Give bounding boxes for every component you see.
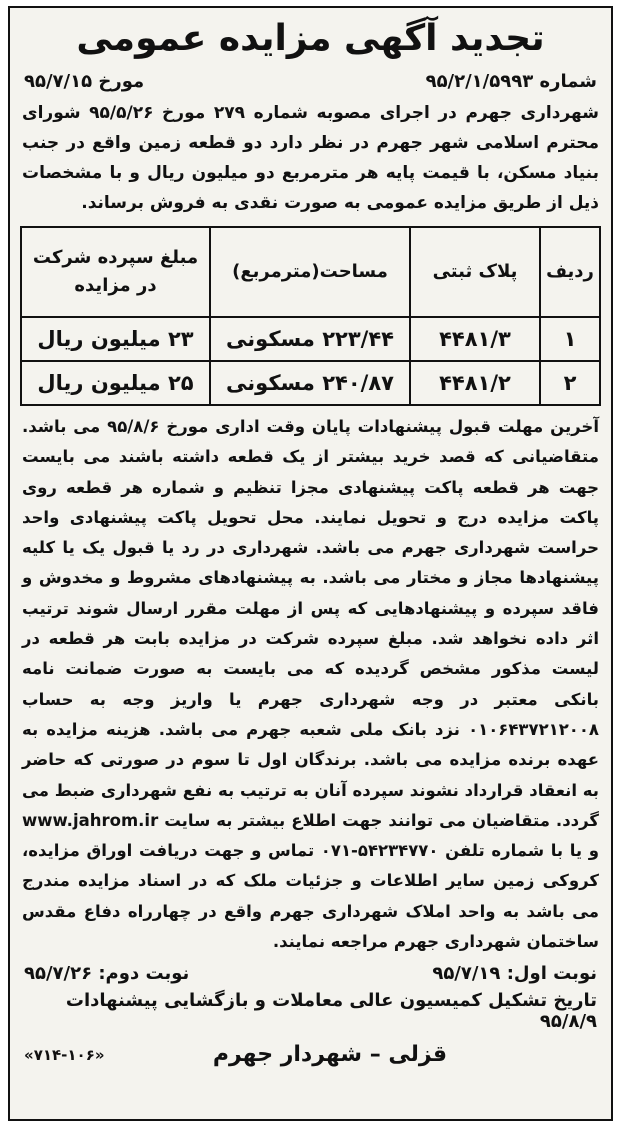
conditions-paragraph [22,412,599,957]
land-table [20,226,601,406]
header-plak: پلاک ثبتی [410,227,540,317]
cell-deposit: ۲۵ میلیون ریال [21,361,210,405]
second-turn: نوبت دوم: ۹۵/۷/۲۶ [24,963,190,985]
notice-number: شماره ۹۵/۲/۱/۵۹۹۳ [425,71,597,92]
conditions-text: آخرین مهلت قبول پیشنهادات پایان وقت اداری مورخ ۹۵/۸/۶ می باشد. متقاضیانی که قصد خرید بیشتر از یک قطعه داشته باشند می بایست جهت هر قطعه پاکت پیشنهادی مجزا تنظیم و شماره هر قطعه روی پاکت مزایده درج و تحویل نمایند. محل تحویل پاکت پیشنهادی واحد حراست شهرداری جهرم می باشد. شهرداری در رد یا قبول یک یا کلیه پیشنهادها مجاز و مختار می باشد. به پیشنهادهای مشروط و مخدوش و فاقد سپرده و پیشنهادهایی که پس از مهلت مقرر ارسال شوند ترتیب اثر داده نخواهد شد. مبلغ سپرده شرکت در مزایده بابت هر قطعه در لیست مذکور مشخص گردیده که می بایست به صورت ضمانت نامه بانکی معتبر در وجه شهرداری جهرم یا واریز وجه به حساب ۰۱۰۶۴۳۷۲۱۲۰۰۸ نزد بانک ملی شعبه جهرم می باشد. هزینه مزایده به عهده برنده مزایده می باشد. برندگان اول تا سوم در صورتی که حاضر به انعقاد قرارداد نشوند سپرده آنان به ترتیب به نفع شهرداری ضبط می گردد. متقاضیان می توانند جهت اطلاع بیشتر به سایت [22,417,599,830]
table-row [21,361,600,405]
intro-paragraph: شهرداری جهرم در اجرای مصوبه شماره ۲۷۹ مورخ ۹۵/۵/۲۶ شورای محترم اسلامی شهر جهرم در نظر دارد دو قطعه زمین واقع در جنب بنیاد مسکن، با قیمت پایه هر مترمربع دو میلیون ریال و با مشخصات ذیل از طریق مزایده عمومی به صورت نقدی به فروش برساند. [22,103,599,213]
commission-date: تاریخ تشکیل کمیسیون عالی معاملات و بازگشایی پیشنهادات ۹۵/۸/۹ [65,990,597,1033]
first-turn: نوبت اول: ۹۵/۷/۱۹ [432,963,597,985]
header-deposit: مبلغ سپرده شرکت در مزایده [21,227,210,317]
notice-code: «۷۱۴-۱۰۶» [24,1045,105,1064]
header-area: مساحت(مترمربع) [210,227,410,317]
table-header-row [21,227,600,317]
notice-meta [24,71,597,92]
cell-row-number: ۲ [540,361,600,405]
notice-title: تجدید آگهی مزایده عمومی [76,18,545,59]
cell-area: ۲۴۰/۸۷ مسکونی [210,361,410,405]
notice-page [8,6,613,1121]
cell-area: ۲۲۳/۴۴ مسکونی [210,317,410,361]
website-link[interactable]: www.jahrom.ir [22,810,159,830]
header-row-number: ردیف [540,227,600,317]
notice-footer [24,1042,597,1067]
contact-text: و یا با شماره تلفن ۵۴۲۳۴۷۷۰-۰۷۱ تماس و جهت دریافت اوراق مزایده، کروکی زمین سایر اطلاعات و جزئیات ملک که در اسناد مزایده مندرج می باشد به واحد املاک شهرداری جهرم واقع در چهارراه دفاع مقدس ساختمان شهرداری جهرم مراجعه نمایند. [22,841,599,952]
cell-deposit: ۲۳ میلیون ریال [21,317,210,361]
table-row [21,317,600,361]
notice-date: مورخ ۹۵/۷/۱۵ [24,71,145,92]
publication-turns [24,963,597,984]
cell-row-number: ۱ [540,317,600,361]
signer-name: قزلی – شهردار جهرم [212,1042,447,1068]
cell-plak: ۴۴۸۱/۲ [410,361,540,405]
cell-plak: ۴۴۸۱/۳ [410,317,540,361]
